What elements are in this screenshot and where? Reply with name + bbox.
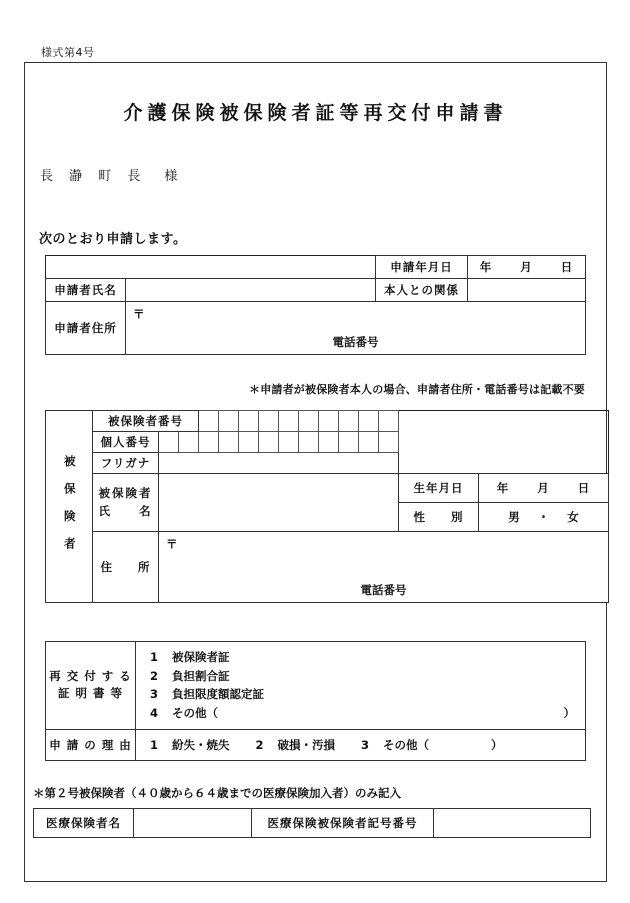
personal-number-cell[interactable] [259,432,279,453]
personal-number-cell[interactable] [299,432,319,453]
personal-number-cell[interactable] [219,432,239,453]
applicant-table [45,255,586,355]
table-row [46,279,586,302]
insured-number-cell[interactable] [199,411,219,432]
insured-name-input[interactable] [159,474,399,532]
option-text: その他（ [172,705,218,720]
insured-number-cell[interactable] [279,411,299,432]
reason-option-2-text[interactable]: 破損・汚損 [277,737,335,752]
day-unit: 日 [560,260,574,274]
personal-number-cell[interactable] [239,432,259,453]
reason-options [136,729,586,760]
table-row [46,411,609,432]
personal-number-cell[interactable] [359,432,379,453]
applicant-name-label: 申請者氏名 [46,279,126,302]
certificate-label-line2: 証 明 書 等 [57,686,123,701]
personal-number-cell[interactable] [339,432,359,453]
medical-insurer-name-label: 医療保険者名 [34,809,134,838]
gender-options[interactable] [479,503,609,532]
medical-insured-symbol-label: 医療保険被保険者記号番号 [252,809,434,838]
option-paren-close: ） [563,705,575,720]
option-text: 被保険者証 [172,650,230,664]
birthdate-value[interactable] [479,474,609,503]
furigana-label: フリガナ [93,453,159,474]
year-unit: 年 [479,260,493,274]
postal-mark-icon: 〒 [166,537,178,551]
personal-number-cell[interactable] [199,432,219,453]
insured-phone-label: 電話番号 [360,583,407,597]
insured-number-cell[interactable] [219,411,239,432]
addressee-honorific: 様 [164,169,178,184]
option-text: 負担限度額認定証 [172,687,264,702]
application-date-label: 申請年月日 [376,256,468,279]
certificate-label [46,642,136,730]
relationship-label: 本人との関係 [376,279,468,302]
insured-number-label: 被保険者番号 [93,411,199,432]
option-number: 3 [150,687,159,702]
birth-day-unit: 日 [577,481,591,495]
reason-option-3-text[interactable]: その他（ [383,737,429,752]
form-number: 様式第4号 [41,46,95,59]
table-row [46,729,586,760]
page-title: 介護保険被保険者証等再交付申請書 [123,102,508,124]
option-text: 負担割合証 [172,668,230,683]
personal-number-label: 個人番号 [93,432,159,453]
certificate-label-line1: 再 交 付 す る [49,669,132,683]
birth-month-unit: 月 [537,481,550,495]
certificate-reason-table [45,641,586,761]
table-row [46,474,609,503]
table-row [46,453,609,474]
option-number: 4 [150,705,159,720]
medical-insured-symbol-input[interactable] [434,809,591,838]
postal-mark-icon: 〒 [133,307,145,321]
insured-number-cell[interactable] [239,411,259,432]
personal-number-cell[interactable] [159,432,179,453]
application-statement: 次のとおり申請します。 [39,232,187,247]
table-row [46,432,609,453]
applicant-name-input[interactable] [126,279,376,302]
certificate-options [136,642,586,730]
application-date-value[interactable] [468,256,586,279]
insured-name-label [93,474,159,532]
personal-number-cell[interactable] [279,432,299,453]
insured-name-label-line1: 被保険者 [98,486,153,501]
relationship-input[interactable] [468,279,586,302]
option-number: 2 [150,668,159,683]
gender-male-option[interactable]: 男 [508,510,520,524]
certificate-option-3[interactable] [150,685,577,704]
applicant-phone-label: 電話番号 [332,335,379,349]
table-row [46,532,609,603]
table-row [46,642,586,730]
reason-option-3-close: ） [491,737,503,752]
insured-number-cell[interactable] [319,411,339,432]
insured-vertical-label: 被保険者 [46,411,93,603]
reason-option-2-number: 2 [255,737,264,752]
birth-year-unit: 年 [496,481,510,495]
medical-insurer-name-input[interactable] [134,809,252,838]
table-row [46,256,586,279]
certificate-option-2[interactable] [150,667,577,686]
insured-number-cell[interactable] [299,411,319,432]
applicant-address-input[interactable] [126,302,586,355]
personal-number-cell[interactable] [379,432,399,453]
medical-section-note: ＊第２号被保険者（４０歳から６４歳までの医療保険加入者）のみ記入 [33,786,401,800]
birthdate-label: 生年月日 [399,474,479,503]
addressee-line [40,165,177,184]
insured-number-cell[interactable] [359,411,379,432]
certificate-option-1[interactable] [150,648,577,667]
option-number: 1 [150,650,159,664]
insured-person-table [45,410,609,603]
addressee-name: 長 瀞 町 長 [40,169,147,184]
gender-label: 性 別 [399,503,479,532]
month-unit: 月 [520,260,533,274]
table-row [46,302,586,355]
insured-name-label-line2: 氏 名 [98,503,153,518]
personal-number-cell[interactable] [179,432,199,453]
personal-number-cell[interactable] [319,432,339,453]
insured-address-input[interactable] [159,532,609,603]
insured-address-label: 住 所 [93,532,159,603]
gender-female-option[interactable]: 女 [567,510,579,524]
reason-label: 申 請 の 理 由 [46,729,136,760]
reason-option-1-number: 1 [150,737,159,752]
gender-separator: ・ [537,510,550,524]
medical-insurance-table [33,808,591,838]
certificate-option-4[interactable] [150,704,577,723]
reason-option-3-number: 3 [361,737,370,752]
insured-number-cell[interactable] [379,411,399,432]
reason-option-1-text[interactable]: 紛失・焼失 [172,737,230,752]
insured-number-cell[interactable] [259,411,279,432]
applicant-note: ＊申請者が被保険者本人の場合、申請者住所・電話番号は記載不要 [249,383,585,396]
insured-number-cell[interactable] [339,411,359,432]
applicant-address-label: 申請者住所 [46,302,126,355]
table-row [34,809,591,838]
furigana-input[interactable] [159,453,399,474]
